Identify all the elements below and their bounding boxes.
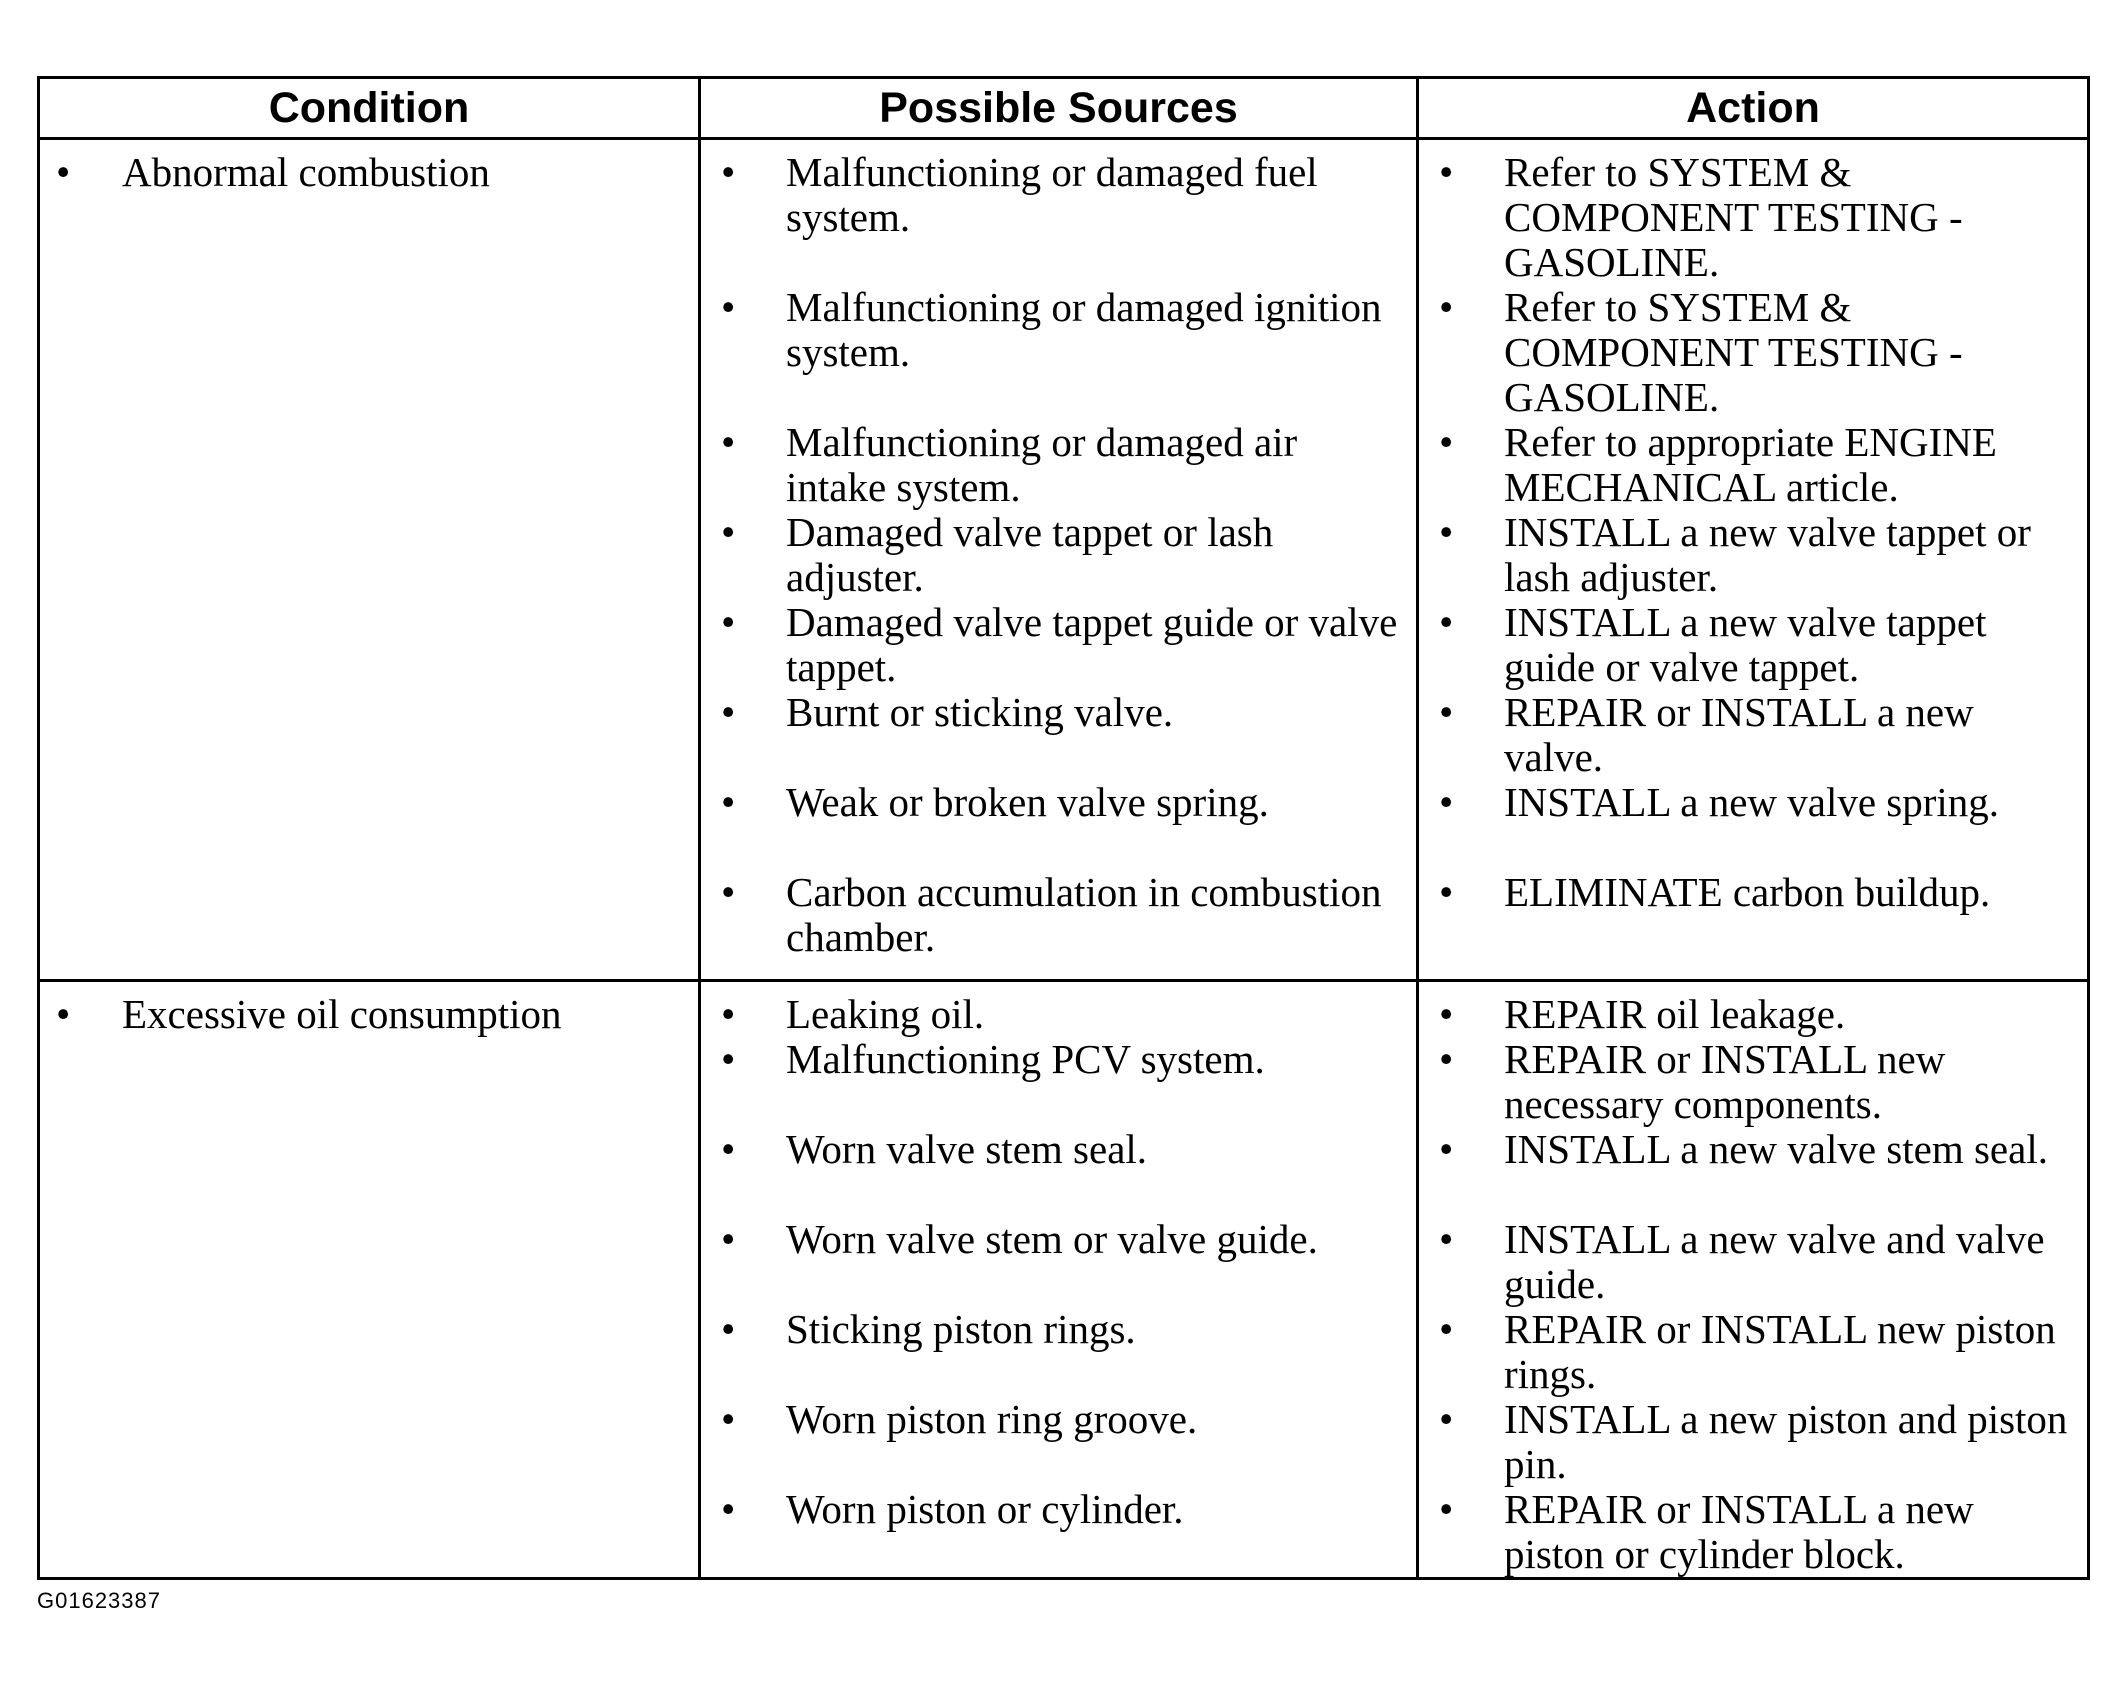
action-item (1419, 1037, 2087, 1127)
bullet-icon: • (721, 149, 736, 195)
action-item (1419, 510, 2087, 600)
header-possible-sources: Possible Sources (700, 78, 1418, 139)
bullet-icon: • (1439, 149, 1454, 195)
bullet-icon: • (1439, 1126, 1454, 1172)
source-item (701, 780, 1416, 870)
source-text: Malfunctioning or damaged ignition system. (786, 284, 1382, 375)
action-text: INSTALL a new valve tappet or lash adjuster. (1504, 509, 2031, 600)
condition-text: Abnormal combustion (122, 149, 490, 195)
action-text: REPAIR oil leakage. (1504, 991, 1846, 1037)
bullet-icon: • (721, 284, 736, 330)
bullet-icon: • (1439, 509, 1454, 555)
source-item (701, 285, 1416, 420)
bullet-icon: • (1439, 991, 1454, 1037)
header-row (39, 78, 2089, 139)
bullet-icon: • (721, 599, 736, 645)
source-item (701, 1487, 1416, 1577)
bullet-icon: • (1439, 419, 1454, 465)
source-item (701, 420, 1416, 510)
bullet-icon: • (1439, 1306, 1454, 1352)
sources-cell (700, 981, 1418, 1579)
bullet-icon: • (56, 149, 71, 195)
bullet-icon: • (1439, 599, 1454, 645)
source-text: Worn valve stem or valve guide. (786, 1216, 1318, 1262)
bullet-icon: • (721, 779, 736, 825)
bullet-icon: • (56, 991, 71, 1037)
action-item (1419, 150, 2087, 285)
action-text: REPAIR or INSTALL new piston rings. (1504, 1306, 2056, 1397)
figure-code: G01623387 (37, 1588, 161, 1613)
source-text: Weak or broken valve spring. (786, 779, 1269, 825)
bullet-icon: • (1439, 869, 1454, 915)
bullet-icon: • (721, 1306, 736, 1352)
source-item (701, 992, 1416, 1037)
bullet-icon: • (721, 1036, 736, 1082)
action-item (1419, 420, 2087, 510)
source-item (701, 690, 1416, 780)
bullet-icon: • (1439, 689, 1454, 735)
diagnosis-table (37, 76, 2090, 1580)
condition-item (40, 992, 698, 1037)
bullet-icon: • (721, 419, 736, 465)
bullet-icon: • (1439, 284, 1454, 330)
source-text: Carbon accumulation in combustion chamber. (786, 869, 1382, 960)
bullet-icon: • (721, 1396, 736, 1442)
action-text: INSTALL a new valve spring. (1504, 779, 2000, 825)
action-text: Refer to SYSTEM & COMPONENT TESTING - GASOLINE. (1504, 284, 1963, 420)
action-item (1419, 870, 2087, 960)
action-item (1419, 690, 2087, 780)
bullet-icon: • (721, 991, 736, 1037)
action-text: INSTALL a new piston and piston pin. (1504, 1396, 2068, 1487)
condition-text: Excessive oil consumption (122, 991, 562, 1037)
source-item (701, 1307, 1416, 1397)
action-item (1419, 1127, 2087, 1217)
bullet-icon: • (1439, 779, 1454, 825)
source-text: Damaged valve tappet or lash adjuster. (786, 509, 1274, 600)
action-text: REPAIR or INSTALL a new piston or cylinder block. (1504, 1486, 1974, 1577)
condition-item (40, 150, 698, 195)
action-text: REPAIR or INSTALL a new valve. (1504, 689, 1974, 780)
action-text: INSTALL a new valve and valve guide. (1504, 1216, 2045, 1307)
source-text: Damaged valve tappet guide or valve tappet. (786, 599, 1398, 690)
action-text: ELIMINATE carbon buildup. (1504, 869, 1991, 915)
source-text: Sticking piston rings. (786, 1306, 1136, 1352)
action-text: REPAIR or INSTALL new necessary components. (1504, 1036, 1946, 1127)
actions-cell (1418, 981, 2089, 1579)
bullet-icon: • (721, 1216, 736, 1262)
action-text: INSTALL a new valve tappet guide or valve tappet. (1504, 599, 1987, 690)
source-item (701, 510, 1416, 600)
condition-cell (39, 139, 700, 981)
source-text: Malfunctioning or damaged air intake system. (786, 419, 1298, 510)
action-item (1419, 1487, 2087, 1577)
actions-cell (1418, 139, 2089, 981)
sources-cell (700, 139, 1418, 981)
source-text: Leaking oil. (786, 991, 985, 1037)
source-text: Burnt or sticking valve. (786, 689, 1174, 735)
source-text: Worn piston ring groove. (786, 1396, 1198, 1442)
source-item (701, 1397, 1416, 1487)
bullet-icon: • (721, 1486, 736, 1532)
table-row (39, 139, 2089, 981)
action-item (1419, 992, 2087, 1037)
source-text: Malfunctioning or damaged fuel system. (786, 149, 1318, 240)
bullet-icon: • (1439, 1036, 1454, 1082)
action-item (1419, 1307, 2087, 1397)
source-text: Worn valve stem seal. (786, 1126, 1148, 1172)
action-text: INSTALL a new valve stem seal. (1504, 1126, 2048, 1172)
source-item (701, 870, 1416, 960)
action-text: Refer to appropriate ENGINE MECHANICAL article. (1504, 419, 1997, 510)
bullet-icon: • (721, 869, 736, 915)
source-item (701, 150, 1416, 285)
action-item (1419, 1397, 2087, 1487)
action-item (1419, 600, 2087, 690)
source-text: Worn piston or cylinder. (786, 1486, 1184, 1532)
bullet-icon: • (721, 1126, 736, 1172)
source-item (701, 600, 1416, 690)
source-item (701, 1127, 1416, 1217)
bullet-icon: • (721, 689, 736, 735)
table-row (39, 981, 2089, 1579)
bullet-icon: • (1439, 1216, 1454, 1262)
header-condition: Condition (39, 78, 700, 139)
condition-cell (39, 981, 700, 1579)
source-item (701, 1217, 1416, 1307)
bullet-icon: • (1439, 1486, 1454, 1532)
bullet-icon: • (1439, 1396, 1454, 1442)
header-action: Action (1418, 78, 2089, 139)
source-item (701, 1037, 1416, 1127)
action-text: Refer to SYSTEM & COMPONENT TESTING - GASOLINE. (1504, 149, 1963, 285)
action-item (1419, 780, 2087, 870)
action-item (1419, 285, 2087, 420)
action-item (1419, 1217, 2087, 1307)
bullet-icon: • (721, 509, 736, 555)
source-text: Malfunctioning PCV system. (786, 1036, 1265, 1082)
